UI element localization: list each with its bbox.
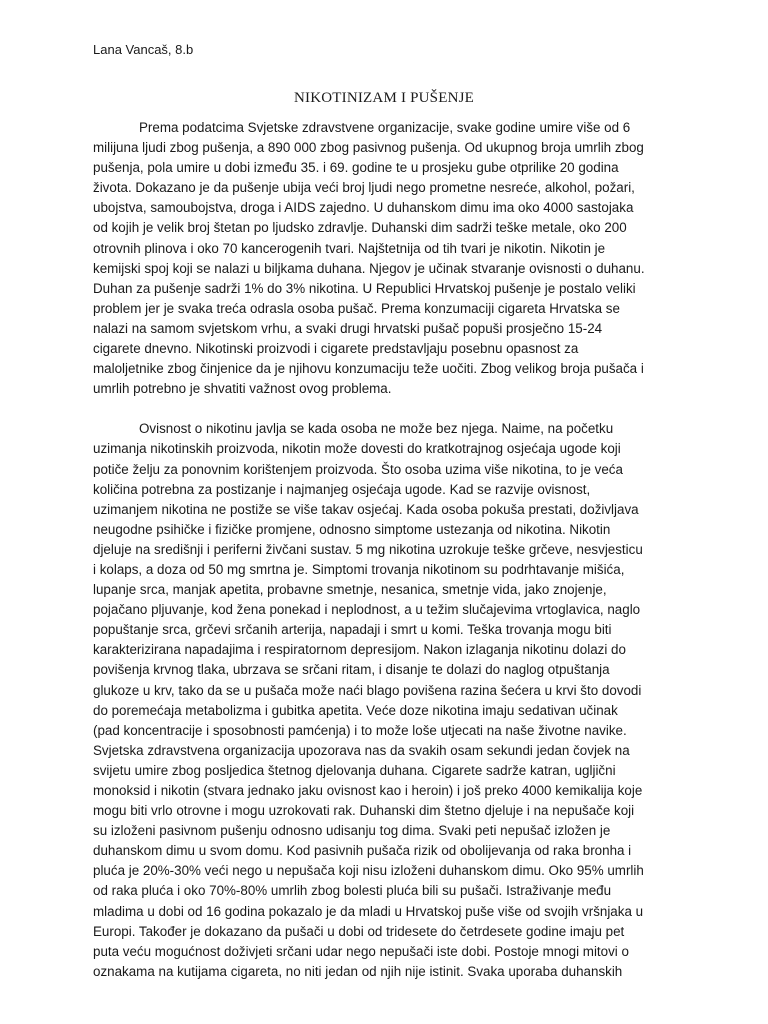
paragraph-line: Duhan za pušenje sadrži 1% do 3% nikotina. U Republici Hrvatskoj pušenje je postalo veliki — [93, 280, 636, 296]
paragraph-line: mladima u dobi od 16 godina pokazalo je da mladi u Hrvatskoj puše više od svojih vršnjaka u — [93, 903, 644, 919]
paragraph-line: monoksid i nikotin (stvara jednako jaku ovisnost kao i heroin) i još preko 4000 kemikalija koje — [93, 783, 643, 798]
paragraph-line: života. Dokazano je da pušenje ubija veći broj ljudi nego prometne nesreće, alkohol, požari, — [93, 180, 635, 196]
paragraph-line: su izloženi pasivnom pušenju odnosno udisanju tog dima. Svaki peti nepušač izložen je — [93, 823, 611, 839]
paragraph-line: količina potrebna za postizanje i najmanjeg osjećaja ugode. Kad se razvije ovisnost, — [93, 481, 591, 497]
paragraph-line: kemijski spoj koji se nalazi u biljkama duhana. Njegov je učinak stvaranje ovisnosti o duhanu. — [93, 260, 645, 276]
paragraph-line: popuštanje srca, grčevi srčanih arterija, napadaji i smrt u komi. Teška trovanja mogu biti — [93, 622, 612, 638]
paragraph-line: i kolaps, a doza od 50 mg smrtna je. Simptomi trovanja nikotinom su podrhtavanje mišića, — [93, 561, 625, 577]
paragraph-line: problem jer je svaka treća odrasla osoba pušač. Prema konzumaciji cigareta Hrvatska se — [93, 300, 620, 316]
paragraph-1 — [93, 118, 678, 399]
paragraph-line: svijetu umire zbog posljedica štetnog djelovanja duhana. Cigarete sadrže katran, ugljični — [93, 762, 616, 778]
paragraph-line: uzimanjem nikotina ne postiže se više takav osjećaj. Kada osoba pokuša prestati, doživljava — [93, 501, 639, 517]
document-body — [93, 118, 678, 1002]
paragraph-line: (pad koncentracije i sposobnosti pamćenja) i to može loše utjecati na naše životne navike. — [93, 722, 627, 738]
paragraph-line: pluća je 20%-30% veći nego u nepušača koji nisu izloženi duhanskom dimu. Oko 95% umrlih — [93, 863, 644, 879]
paragraph-line: djeluje na središnji i periferni živčani sustav. 5 mg nikotina uzrokuje teške grčeve, nesvjesticu — [93, 541, 643, 557]
paragraph-line: povišenja krvnog tlaka, ubrzava se srčani ritam, i disanje te dolazi do naglog otpuštanja — [93, 662, 610, 678]
paragraph-line: nalazi na samom svjetskom vrhu, a svaki drugi hrvatski pušač popuši prosječno 15-24 — [93, 320, 603, 336]
paragraph-line: cigarete dnevno. Nikotinski proizvodi i cigarete predstavljaju posebnu opasnost za — [93, 341, 579, 357]
paragraph-line: maloljetnike zbog činjenice da je njihovu konzumaciju teže uočiti. Zbog velikog broja pušača i — [93, 361, 644, 377]
paragraph-line: Svjetska zdravstvena organizacija upozorava nas da svakih osam sekundi jedan čovjek na — [93, 742, 630, 758]
paragraph-2 — [93, 419, 678, 982]
author-line: Lana Vancaš, 8.b — [93, 42, 194, 57]
paragraph-line: otrovnih plinova i oko 70 kancerogenih tvari. Najštetnija od tih tvari je nikotin. Nikotin je — [93, 240, 606, 256]
paragraph-line: Prema podatcima Svjetske zdravstvene organizacije, svake godine umire više od 6 — [139, 120, 631, 135]
paragraph-line: glukoze u krv, tako da se u pušača može naći blago povišena razina šećera u krvi što dovodi — [93, 682, 642, 698]
paragraph-line: karakterizirana napadajima i respiratornom depresijom. Nakon izlaganja nikotinu dolazi do — [93, 642, 626, 658]
paragraph-line: potiče želju za ponovnim korištenjem proizvoda. Što osoba uzima više nikotina, to je veća — [93, 461, 623, 477]
paragraph-line: milijuna ljudi zbog pušenja, a 890 000 zbog pasivnog pušenja. Od ukupnog broja umrlih zbog — [93, 140, 644, 156]
paragraph-line: duhanskom dimu u svom domu. Kod pasivnih pušača rizik od obolijevanja od raka bronha i — [93, 843, 632, 859]
paragraph-line: pušenja, pola umire u dobi između 35. i 69. godine te u prosjeku gube otprilike 20 godina — [93, 160, 619, 176]
paragraph-line: do poremećaja metabolizma i gubitka apetita. Veće doze nikotina imaju sedativan učinak — [93, 702, 618, 718]
document-title: NIKOTINIZAM I PUŠENJE — [293, 90, 475, 106]
paragraph-line: puta veću mogućnost doživjeti srčani udar nego nepušači iste dobi. Postoje mnogi mitovi o — [93, 943, 629, 959]
paragraph-line: od raka pluća i oko 70%-80% umrlih zbog bolesti pluća bili su pušači. Istraživanje među — [93, 883, 612, 899]
paragraph-line: ubojstva, samoubojstva, droga i AIDS zajedno. U duhanskom dimu ima oko 4000 sastojaka — [93, 200, 634, 216]
paragraph-line: lupanje srca, manjak apetita, probavne smetnje, nesanica, smetnje vida, jako znojenje, — [93, 582, 607, 598]
paragraph-line: od kojih je velik broj štetan po ljudsko zdravlje. Duhanski dim sadrži teške metale, oko 200 — [93, 220, 627, 236]
paragraph-line: neugodne psihičke i fizičke promjene, odnosno simptome ustezanja od nikotina. Nikotin — [93, 521, 611, 537]
paragraph-line: Ovisnost o nikotinu javlja se kada osoba ne može bez njega. Naime, na početku — [139, 421, 614, 437]
paragraph-line: umrlih potrebno je shvatiti važnost ovog problema. — [93, 381, 392, 397]
paragraph-line: Europi. Također je dokazano da pušači u dobi od tridesete do četrdesete godine imaju pet — [93, 923, 625, 939]
paragraph-line: pojačano pljuvanje, kod žena ponekad i neplodnost, a u težim slučajevima vrtoglavica, naglo — [93, 602, 641, 618]
paragraph-line: oznakama na kutijama cigareta, no niti jedan od njih nije istinit. Svaka uporaba duhanskih — [93, 963, 623, 979]
paragraph-line: mogu biti vrlo otrovne i mogu uzrokovati rak. Duhanski dim štetno djeluje i na nepušače koji — [93, 803, 635, 819]
paragraph-line: uzimanja nikotinskih proizvoda, nikotin može dovesti do kratkotrajnog osjećaja ugode koji — [93, 441, 621, 457]
